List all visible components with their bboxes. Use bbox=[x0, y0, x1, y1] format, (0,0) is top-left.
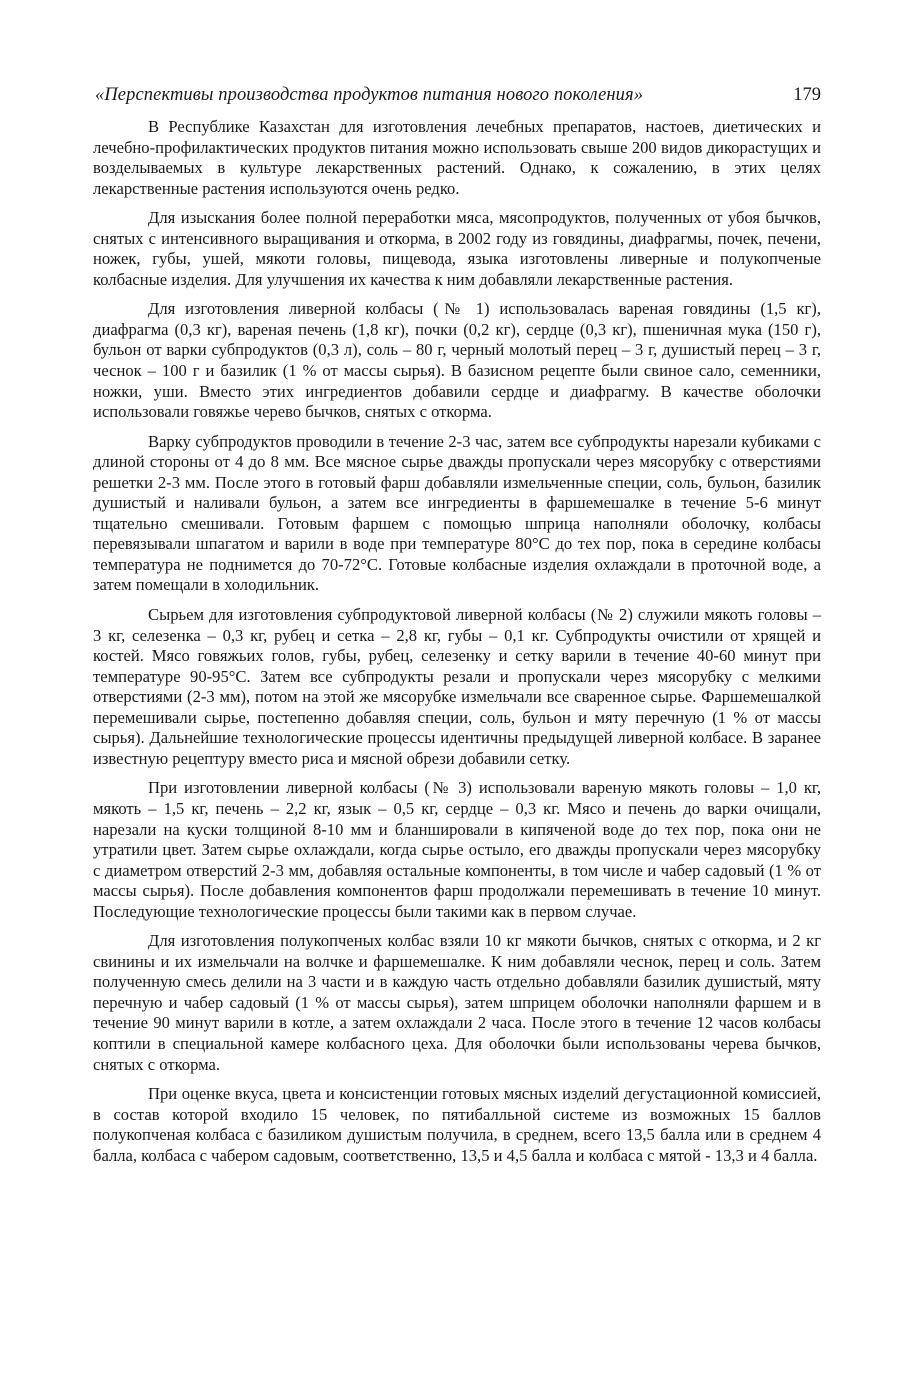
running-header bbox=[95, 85, 823, 113]
body-text bbox=[93, 117, 821, 1175]
paragraph-liver-sausage-1-recipe: Для изготовления ливерной колбасы (№ 1) использовалась вареная говядины (1,5 кг), диафрагма (0,3 кг), вареная печень (1,8 кг), почки (0,2 кг), сердце (0,3 кг), пшеничная мука (150 г), бульон от варки субпродуктов (0,3 л), соль – 80 г, черный молотый перец – 3 г, душистый перец – 3 г, чеснок – 100 г и базилик (1 % от массы сырья). В базисном рецепте были свиное сало, семенники, ножки, уши. Вместо этих ингредиентов добавили сердце и диафрагму. В качестве оболочки использовали говяжье черево бычков, снятых с откорма. bbox=[93, 299, 821, 422]
paragraph-liver-sausage-2: Сырьем для изготовления субпродуктовой ливерной колбасы (№ 2) служили мякоть головы – 3 кг, селезенка – 0,3 кг, рубец и сетка – 2,8 кг, губы – 0,1 кг. Субпродукты очистили от хрящей и костей. Мясо говяжьих голов, губы, рубец, селезенку и сетку варили в течение 40-60 минут при температуре 90-95°С. Затем все субпродукты резали и пропускали через мясорубку с мелкими отверстиями (2-3 мм), потом на этой же мясорубке измельчали все сваренное сырье. Фаршемешалкой перемешивали сырье, постепенно добавляя специи, соль, бульон и мяту перечную (1 % от массы сырья). Дальнейшие технологические процессы идентичны предыдущей ливерной колбасе. В заранее известную рецептуру вместо риса и мясной обрези добавили сетку. bbox=[93, 605, 821, 768]
running-title: «Перспективы производства продуктов питания нового поколения» bbox=[95, 85, 644, 105]
paragraph-tasting-results: При оценке вкуса, цвета и консистенции готовых мясных изделий дегустационной комиссией, в состав которой входило 15 человек, по пятибалльной системе из возможных 15 баллов полукопченая колбаса с базиликом душистым получила, в среднем, всего 13,5 балла или в среднем 4 балла, колбаса с чабером садовым, соответственно, 13,5 и 4,5 балла и колбаса с мятой - 13,3 и 4 балла. bbox=[93, 1084, 821, 1165]
page-number: 179 bbox=[793, 85, 821, 105]
paragraph-cooking-process: Варку субпродуктов проводили в течение 2-3 час, затем все субпродукты нарезали кубиками с длиной стороны от 4 до 8 мм. Все мясное сырье дважды пропускали через мясорубку с отверстиями решетки 2-3 мм. После этого в готовый фарш добавляли измельченные специи, соль, бульон, базилик душистый и наливали бульон, а затем все ингредиенты в фаршемешалке в течение 5-6 минут тщательно смешивали. Готовым фаршем с помощью шприца наполняли оболочку, колбасы перевязывали шпагатом и варили в воде при температуре 80°С до тех пор, пока в середине колбасы температура не поднимется до 70-72°С. Готовые колбасные изделия охлаждали в проточной воде, а затем помещали в холодильник. bbox=[93, 431, 821, 595]
paragraph-processing-overview: Для изыскания более полной переработки мяса, мясопродуктов, полученных от убоя бычков, снятых с интенсивного выращивания и откорма, в 2002 году из говядины, диафрагмы, почек, печени, ножек, губы, ушей, мякоти головы, пищевода, языка изготовлены ливерные и полукопченые колбасные изделия. Для улучшения их качества к ним добавляли лекарственные растения. bbox=[93, 208, 821, 289]
paragraph-semi-smoked-sausage: Для изготовления полукопченых колбас взяли 10 кг мякоти бычков, снятых с откорма, и 2 кг свинины и их измельчали на волчке и фаршемешалке. К ним добавляли чеснок, перец и соль. Затем полученную смесь делили на 3 части и в каждую часть отдельно добавляли базилик душистый, мяту перечную и чабер садовый (1 % от массы сырья), затем шприцем оболочки наполняли фаршем и в течение 90 минут варили в котле, а затем охлаждали 2 часа. После этого в течение 12 часов колбасы коптили в специальной камере колбасного цеха. Для оболочки были использованы черева бычков, снятых с откорма. bbox=[93, 931, 821, 1074]
paragraph-liver-sausage-3: При изготовлении ливерной колбасы (№ 3) использовали вареную мякоть головы – 1,0 кг, мякоть – 1,5 кг, печень – 2,2 кг, язык – 0,5 кг, сердце – 0,3 кг. Мясо и печень до варки очищали, нарезали на куски толщиной 8-10 мм и бланшировали в кипяченой воде до тех пор, пока они не утратили цвет. Затем сырье охлаждали, когда сырье остыло, его дважды пропускали через мясорубку с диаметром отверстий 2-3 мм, добавляя остальные компоненты, в том числе и чабер садовый (1 % от массы сырья). После добавления компонентов фарш продолжали перемешивать в течение 10 минут. Последующие технологические процессы были такими как в первом случае. bbox=[93, 778, 821, 921]
paragraph-medicinal-plants: В Республике Казахстан для изготовления лечебных препаратов, настоев, диетических и лечебно-профилактических продуктов питания можно использовать свыше 200 видов дикорастущих и возделываемых в культуре лекарственных растений. Однако, к сожалению, в этих целях лекарственные растения используются очень редко. bbox=[93, 117, 821, 198]
